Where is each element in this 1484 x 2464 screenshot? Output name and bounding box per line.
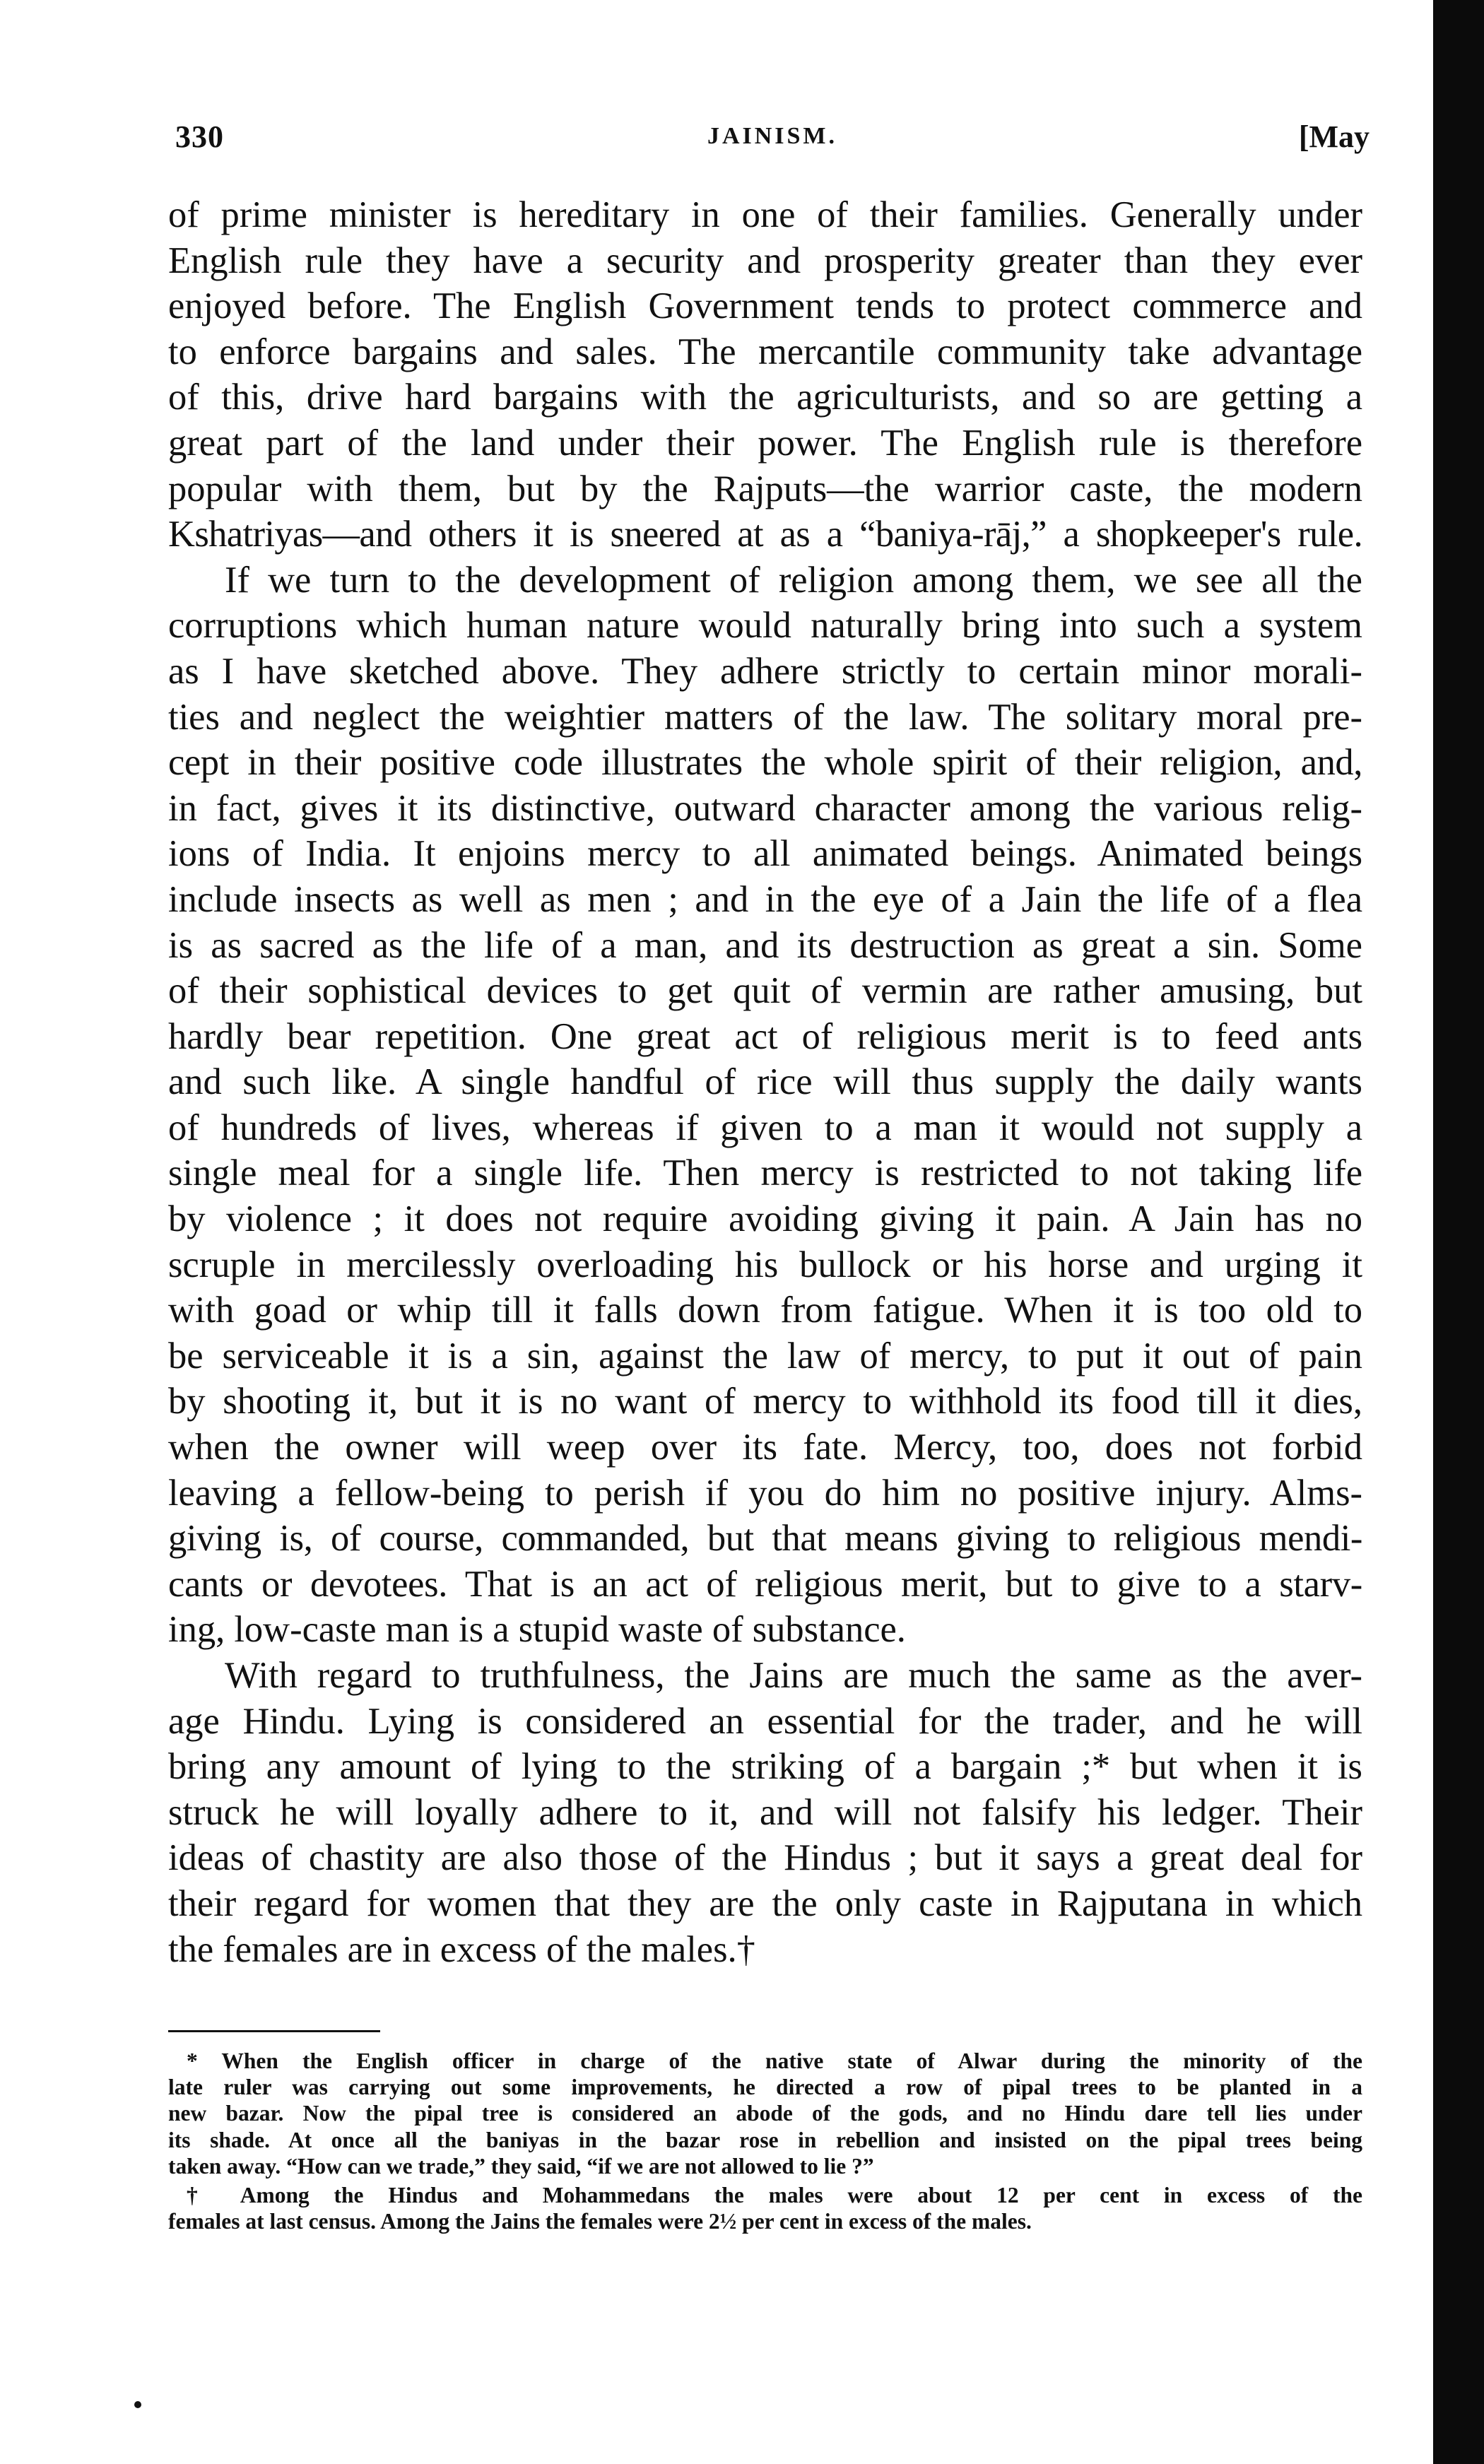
footnote-line: new bazar. Now the pipal tree is considered an abode of the gods, and no Hindu dare tell lies under	[168, 2101, 1362, 2126]
text-line: and such like. A single handful of rice will thus supply the daily wants	[168, 1061, 1362, 1103]
text-line: of their sophistical devices to get quit of vermin are rather amusing, but	[168, 970, 1362, 1012]
text-line: of this, drive hard bargains with the agriculturists, and so are getting a	[168, 377, 1362, 418]
text-line: hardly bear repetition. One great act of religious merit is to feed ants	[168, 1015, 1362, 1057]
text-line: ing, low-caste man is a stupid waste of substance.	[168, 1609, 906, 1651]
text-line: of hundreds of lives, whereas if given to a man it would not supply a	[168, 1107, 1362, 1148]
text-line: With regard to truthfulness, the Jains are much the same as the aver-	[225, 1655, 1362, 1696]
paragraph-3	[168, 1653, 1362, 1972]
text-line: by shooting it, but it is no want of mercy to withhold its food till it dies,	[168, 1381, 1362, 1422]
text-line: ties and neglect the weightier matters of the law. The solitary moral pre-	[168, 696, 1362, 738]
body-text	[168, 192, 1362, 1972]
text-line: the females are in excess of the males.†	[168, 1928, 755, 1970]
text-line: to enforce bargains and sales. The mercantile community take advantage	[168, 331, 1362, 372]
footnote-line: females at last census. Among the Jains the females were 2½ per cent in excess of the males.	[168, 2209, 1032, 2234]
text-line: in fact, gives it its distinctive, outward character among the various relig-	[168, 787, 1362, 829]
footnotes	[168, 2048, 1362, 2234]
text-line: ideas of chastity are also those of the Hindus ; but it says a great deal for	[168, 1837, 1362, 1879]
footnote-asterisk	[168, 2048, 1362, 2179]
footnote-line: late ruler was carrying out some improvements, he directed a row of pipal trees to be planted in a	[168, 2075, 1362, 2100]
running-title: JAINISM.	[707, 123, 838, 149]
text-line: age Hindu. Lying is considered an essential for the trader, and he will	[168, 1700, 1362, 1742]
footnote-line: its shade. At once all the baniyas in the bazar rose in rebellion and insisted on the pipal trees being	[168, 2127, 1362, 2152]
text-line: English rule they have a security and prosperity greater than they ever	[168, 240, 1362, 281]
text-line: include insects as well as men ; and in the eye of a Jain the life of a flea	[168, 878, 1362, 920]
text-line: scruple in mercilessly overloading his bullock or his horse and urging it	[168, 1244, 1362, 1285]
text-line: enjoyed before. The English Government tends to protect commerce and	[168, 285, 1362, 327]
text-line: If we turn to the development of religion among them, we see all the	[225, 559, 1362, 601]
text-line: ions of India. It enjoins mercy to all animated beings. Animated beings	[168, 833, 1362, 875]
running-header	[175, 119, 1370, 161]
text-line: leaving a fellow-being to perish if you do him no positive injury. Alms-	[168, 1472, 1362, 1514]
footnote-line: † Among the Hindus and Mohammedans the males were about 12 per cent in excess of the	[187, 2183, 1362, 2208]
text-line: of prime minister is hereditary in one of their families. Generally under	[168, 194, 1362, 235]
footnote-rule	[168, 2030, 380, 2032]
text-line: struck he will loyally adhere to it, and will not falsify his ledger. Their	[168, 1791, 1362, 1833]
text-line: by violence ; it does not require avoiding giving it pain. A Jain has no	[168, 1198, 1362, 1240]
text-line: cants or devotees. That is an act of religious merit, but to give to a starv-	[168, 1563, 1362, 1605]
text-line: as I have sketched above. They adhere strictly to certain minor morali-	[168, 650, 1362, 692]
footnote-line: * When the English officer in charge of the native state of Alwar during the minority of the	[187, 2049, 1362, 2073]
paragraph-2	[168, 558, 1362, 1653]
text-line: cept in their positive code illustrates the whole spirit of their religion, and,	[168, 742, 1362, 784]
text-line: great part of the land under their power. The English rule is therefore	[168, 422, 1362, 464]
text-line: with goad or whip till it falls down from fatigue. When it is too old to	[168, 1290, 1362, 1331]
text-line: corruptions which human nature would naturally bring into such a system	[168, 605, 1362, 647]
text-line: their regard for women that they are the only caste in Rajputana in which	[168, 1882, 1362, 1924]
date-mark: [May	[1298, 119, 1370, 154]
text-line: single meal for a single life. Then mercy is restricted to not taking life	[168, 1153, 1362, 1194]
text-line: popular with them, but by the Rajputs—the warrior caste, the modern	[168, 468, 1362, 509]
scan-speck	[134, 2401, 141, 2408]
text-line: bring any amount of lying to the striking of a bargain ;* but when it is	[168, 1746, 1362, 1788]
page-edge-shadow	[1433, 0, 1484, 2464]
footnote-dagger	[168, 2182, 1362, 2234]
text-line: Kshatriyas—and others it is sneered at as a “baniya-rāj,” a shopkeeper's rule.	[168, 514, 1362, 555]
paragraph-1	[168, 192, 1362, 558]
page-number: 330	[175, 119, 224, 154]
text-line: giving is, of course, commanded, but that means giving to religious mendi-	[168, 1518, 1362, 1560]
text-line: is as sacred as the life of a man, and its destruction as great a sin. Some	[168, 924, 1362, 966]
footnote-line: taken away. “How can we trade,” they said, “if we are not allowed to lie ?”	[168, 2153, 874, 2179]
text-line: when the owner will weep over its fate. Mercy, too, does not forbid	[168, 1427, 1362, 1468]
text-line: be serviceable it is a sin, against the law of mercy, to put it out of pain	[168, 1335, 1362, 1377]
